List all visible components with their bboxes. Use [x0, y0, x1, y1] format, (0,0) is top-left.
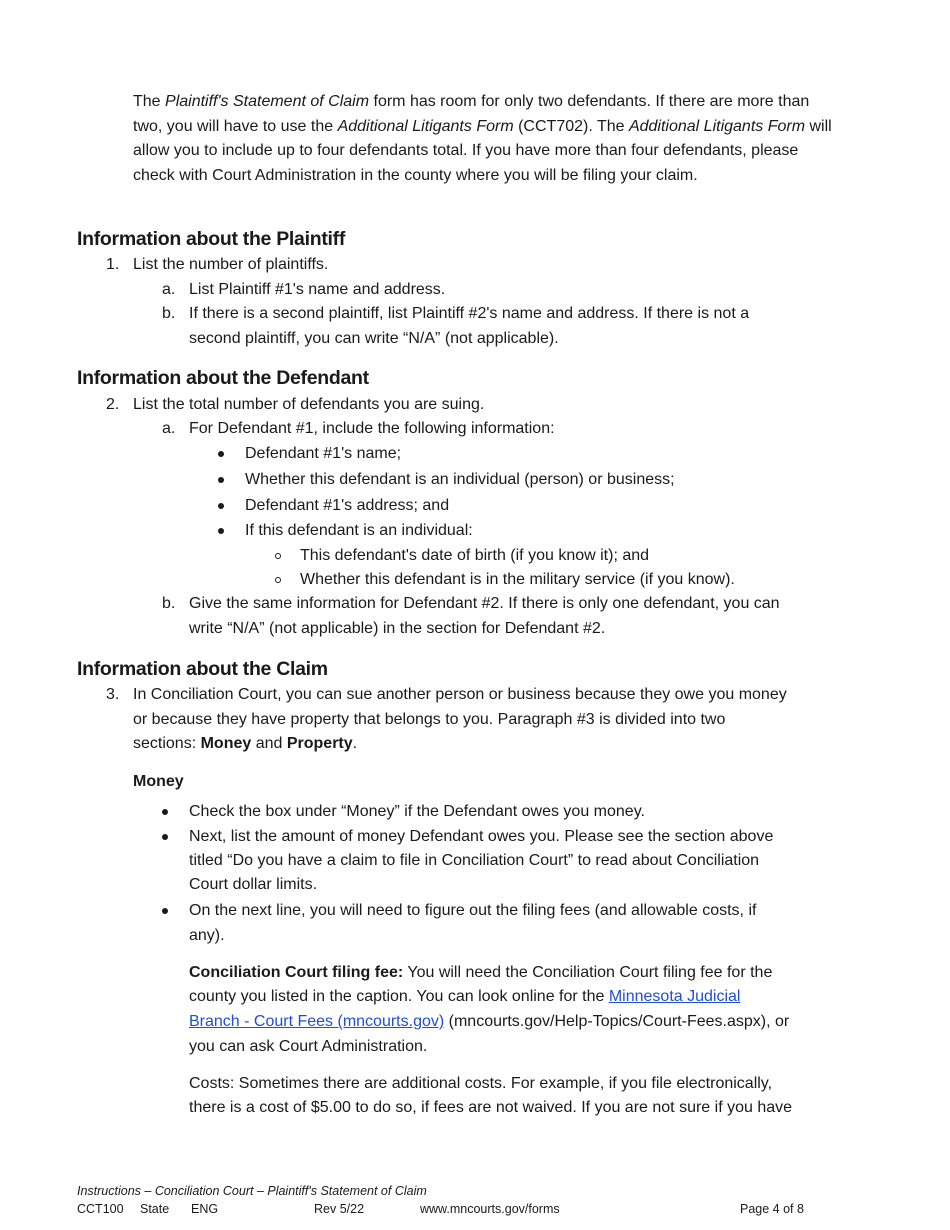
subheading-money: Money [133, 773, 184, 790]
list-item: List the total number of defendants you are suing. [133, 396, 485, 413]
list-number: 1. [106, 256, 120, 273]
intro-text: will allow you to include up to four defendants total. If you have more than four defendants, please check with Court Administration in the county where you will be filing your claim. [133, 117, 832, 184]
bullet-item: Next, list the amount of money Defendant owes you. Please see the section above [189, 828, 774, 845]
section-heading-claim: Information about the Claim [77, 658, 328, 680]
fee-paragraph-line: county you listed in the caption. You can look online for the Minnesota Judicial [189, 988, 741, 1005]
list-number: 2. [106, 396, 120, 413]
list-item-continued: write “N/A” (not applicable) in the section for Defendant #2. [189, 620, 606, 637]
list-item: For Defendant #1, include the following information: [189, 420, 555, 437]
intro-text: form has room for only two defendants. If there are more than two, you will have to use the [133, 93, 810, 135]
court-fees-link[interactable]: Minnesota Judicial [608, 988, 741, 1005]
footer-scope: State [140, 1202, 170, 1216]
bullet-icon [218, 451, 224, 457]
bullet-item-continued: titled “Do you have a claim to file in Conciliation Court” to read about Conciliation [189, 852, 760, 869]
list-item: If there is a second plaintiff, list Plaintiff #2's name and address. If there is not a [189, 305, 750, 322]
list-letter: a. [162, 281, 176, 298]
bullet-item-continued: any). [189, 927, 225, 944]
list-item-continued: sections: Money and Property. [133, 735, 358, 752]
bullet-item: If this defendant is an individual: [245, 522, 473, 539]
intro-paragraph [133, 90, 838, 188]
list-letter: a. [162, 420, 176, 437]
fee-label: Conciliation Court filing fee: [189, 964, 404, 981]
section-heading-plaintiff: Information about the Plaintiff [77, 228, 346, 250]
bullet-icon [218, 528, 224, 534]
form-name-italic: Additional Litigants Form [628, 117, 806, 135]
fee-paragraph-line: Conciliation Court filing fee: You will need the Conciliation Court filing fee for the [189, 964, 773, 981]
list-item: List the number of plaintiffs. [133, 256, 329, 273]
list-item-continued: second plaintiff, you can write “N/A” (not applicable). [189, 330, 559, 347]
bullet-icon [162, 834, 168, 840]
fee-paragraph-line: Branch - Court Fees (mncourts.gov) (mncourts.gov/Help-Topics/Court-Fees.aspx), or [189, 1013, 790, 1030]
sub-bullet-icon [275, 577, 281, 583]
footer-revision: Rev 5/22 [314, 1202, 365, 1216]
bullet-item: Defendant #1's name; [245, 445, 402, 462]
list-item: Give the same information for Defendant #2. If there is only one defendant, you can [189, 595, 780, 612]
bullet-icon [218, 477, 224, 483]
bullet-icon [162, 809, 168, 815]
list-letter: b. [162, 595, 176, 612]
court-fees-link[interactable]: Branch - Court Fees (mncourts.gov) [189, 1013, 445, 1030]
footer-form-code: CCT100 [77, 1202, 124, 1216]
bullet-item: Defendant #1's address; and [245, 497, 450, 514]
intro-text: The [133, 93, 166, 110]
footer-language: ENG [191, 1202, 219, 1216]
bullet-item: Check the box under “Money” if the Defendant owes you money. [189, 803, 645, 820]
bullet-item: On the next line, you will need to figure out the filing fees (and allowable costs, if [189, 902, 757, 919]
fee-paragraph-line: you can ask Court Administration. [189, 1038, 428, 1055]
list-item-continued: or because they have property that belongs to you. Paragraph #3 is divided into two [133, 711, 726, 728]
sub-bullet-item: Whether this defendant is in the military service (if you know). [300, 571, 735, 588]
intro-text: (CCT702). The [513, 117, 629, 135]
sub-bullet-icon [275, 553, 281, 559]
costs-paragraph-line: Costs: Sometimes there are additional costs. For example, if you file electronically, [189, 1075, 773, 1092]
footer-page-number: Page 4 of 8 [740, 1202, 804, 1216]
section-heading-defendant: Information about the Defendant [77, 367, 369, 389]
list-item: List Plaintiff #1's name and address. [189, 281, 446, 298]
form-name-italic: Plaintiff's Statement of Claim [165, 93, 370, 110]
bullet-item: Whether this defendant is an individual (person) or business; [245, 471, 675, 488]
list-number: 3. [106, 686, 120, 703]
bold-term: Money [200, 735, 252, 752]
bullet-icon [218, 503, 224, 509]
bold-term: Property [286, 735, 353, 752]
form-name-italic: Additional Litigants Form [337, 117, 514, 135]
costs-paragraph-line: there is a cost of $5.00 to do so, if fees are not waived. If you are not sure if you have [189, 1099, 793, 1116]
bullet-icon [162, 908, 168, 914]
bullet-item-continued: Court dollar limits. [189, 876, 318, 893]
footer-url: www.mncourts.gov/forms [420, 1202, 560, 1216]
sub-bullet-item: This defendant's date of birth (if you know it); and [300, 547, 650, 564]
list-item: In Conciliation Court, you can sue another person or business because they owe you money [133, 686, 787, 703]
list-letter: b. [162, 305, 176, 322]
footer-title: Instructions – Conciliation Court – Plaintiff's Statement of Claim [77, 1184, 427, 1198]
